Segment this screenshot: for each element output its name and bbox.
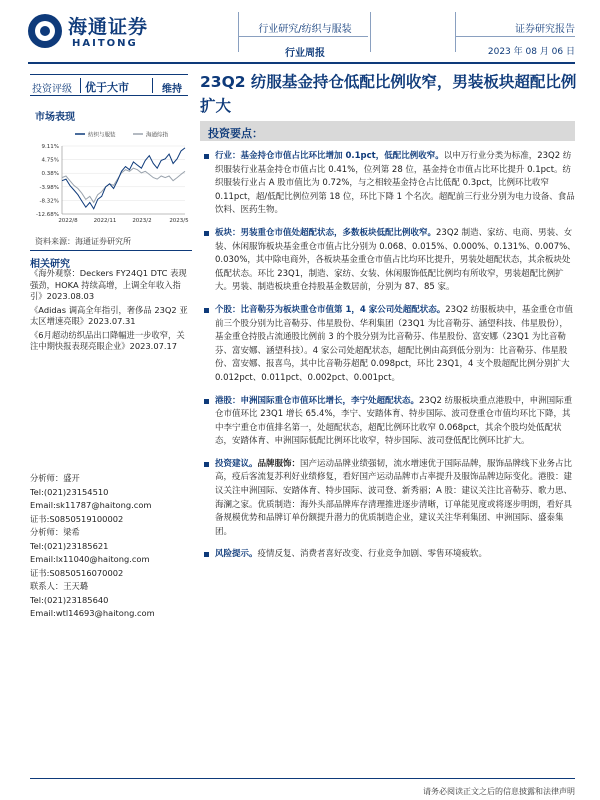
rating-divider bbox=[80, 78, 81, 93]
legend-label: 纺织与服装 bbox=[88, 132, 116, 139]
bullet-icon bbox=[204, 154, 209, 159]
analyst-name: 分析师：梁希 bbox=[30, 527, 80, 537]
key-point-body: 23Q2 纺服板块重点港股中，申洲国际重仓市值环比 23Q1 增长 65.4%，李宁、安踏体育、特步国际、波司登重仓市值均环比下降，其中李宁重仓市值排名第一，处超配状态，超配比例环比收窄 0.068pct，其余个股均处低配状态，安踏体育、申洲国际低配比例环比收窄，特步国际、波司登低配比例环比扩大。 bbox=[215, 395, 573, 447]
analyst-name: 分析师：盛开 bbox=[30, 473, 80, 483]
y-tick-label: 9.11% bbox=[41, 144, 59, 150]
chart-source: 资料来源：海通证券研究所 bbox=[35, 237, 131, 246]
report-date: 2023 年 08 月 06 日 bbox=[487, 47, 575, 57]
key-point-lead: 个股：比音勒芬为板块重仓市值第 1，4 家公司处超配状态。 bbox=[215, 304, 446, 315]
analyst-certificate: 证书:S0850519100002 bbox=[30, 513, 124, 524]
header-divider bbox=[455, 12, 456, 52]
header-divider bbox=[238, 12, 239, 52]
key-point-item bbox=[204, 227, 576, 295]
key-point-subhead: 品牌服饰： bbox=[257, 458, 301, 469]
key-points-list bbox=[204, 150, 576, 571]
series-line bbox=[62, 148, 185, 209]
related-research-item[interactable]: 《Adidas 调高全年指引，奢侈品 23Q2 亚太区增速亮眼》2023.07.31 bbox=[30, 304, 188, 326]
market-section-title: 市场表现 bbox=[35, 112, 75, 123]
key-point-body: 23Q2 纺服板块中，基金重仓市值前三个股分别为比音勒芬、伟星股份、华利集团（23Q1 为比音勒芬、涵望科技、伟星股份），基金重仓持股占流通股比例前 3 的个股分别为比音勒芬、伟星股份、富安娜（23Q1 为比音勒芬、富安娜、涵望科技）。4 家公司处超配状态，超配比例由高到低分别为：比音勒芬、伟星股份、富安娜、报喜鸟，其中比音勒芬超配 0.098pct，环比 23Q1，4 支个股超配比例分别扩大 0.012pct、0.011pct、0.002pct、0.001pct。 bbox=[215, 304, 573, 383]
report-title: 23Q2 纺服基金持仓低配比例收窄，男装板块超配比例扩大 bbox=[200, 73, 577, 115]
key-point-lead: 风险提示。 bbox=[215, 549, 258, 560]
key-point-body: 23Q2 制造、家纺、电商、男装、女装、休闲服饰板块基金重仓市值占比分别为 0.068、0.015%、0.000%、0.131%、0.007%、0.030%，其中除电商外，各板块基金重仓市值占比均环比提升，男装处超配状态，其余板块处低配状态。环比 23Q1，制造、家纺、女装、休闲服饰低配比例均有所收窄，男装超配比例扩大。男装、制造板块重仓持股基金数居前，分别为 87、85 家。 bbox=[215, 227, 576, 293]
rating-divider bbox=[152, 78, 153, 93]
analyst-email[interactable]: Email:lx11040@haitong.com bbox=[30, 554, 150, 564]
footer-rule bbox=[30, 778, 575, 779]
y-tick-label: -12.68% bbox=[36, 212, 59, 218]
bullet-icon bbox=[204, 308, 209, 313]
logo-english-text: HAITONG bbox=[72, 38, 138, 49]
logo-chinese-text: 海通证券 bbox=[68, 16, 149, 38]
key-point-lead: 港股：申洲国际重仓市值环比增长，李宁处超配状态。 bbox=[215, 395, 420, 406]
key-point-item bbox=[204, 304, 576, 386]
haitong-emblem-icon bbox=[28, 14, 62, 48]
analyst-tel: Tel:(021)23154510 bbox=[30, 486, 109, 497]
related-research-item[interactable]: 《6月超动纺织品出口降幅进一步收窄，关注中期快报表现亮眼企业》2023.07.17 bbox=[30, 329, 185, 351]
header-divider bbox=[370, 12, 371, 52]
contact-email[interactable]: Email:wtl14693@haitong.com bbox=[30, 608, 155, 618]
x-tick-label: 2022/11 bbox=[93, 218, 117, 224]
market-performance-chart-svg bbox=[30, 126, 190, 230]
key-point-body: 疫情反复、消费者喜好改变、行业竞争加剧、零售环境疲软。 bbox=[257, 549, 488, 560]
key-point-lead: 行业：基金持仓市值占比环比增加 0.1pct，低配比例收窄。 bbox=[215, 151, 444, 161]
key-point-body: 以申万行业分类为标准，23Q2 纺织服装行业基金持仓市值占比 0.41%，位列第 28 位，基金持仓市值占比环比提升 0.1pct。纺织服装行业占 A 股市值比为 0.72%，与之相较基金持仓占比低配 0.3pct，比例环比收窄 0.11pct，超/低配比例位列第 18 位，环比下降 1 个名次。超配前三行业分别为电力设备、食品饮料、医药生物。 bbox=[215, 151, 575, 216]
key-point-lead: 板块：男装重仓市值处超配状态，多数板块低配比例收窄。 bbox=[215, 227, 437, 238]
x-tick-label: 2023/2 bbox=[132, 218, 152, 224]
bullet-icon bbox=[204, 462, 209, 467]
rating-label: 投资评级 bbox=[32, 84, 72, 95]
analyst-certificate: 证书:S0850516070002 bbox=[30, 567, 124, 578]
related-research-list bbox=[30, 268, 192, 355]
y-tick-label: 4.75% bbox=[41, 157, 59, 164]
analyst-contacts bbox=[30, 472, 192, 621]
header-bottom-rule bbox=[28, 62, 575, 64]
y-tick-label: -8.32% bbox=[39, 198, 59, 205]
bullet-icon bbox=[204, 399, 209, 404]
key-points-title: 投资要点： bbox=[208, 127, 263, 140]
header-brand-block bbox=[470, 20, 575, 57]
y-tick-label: 0.38% bbox=[41, 171, 59, 178]
report-header bbox=[0, 0, 600, 62]
report-type: 行业周报 bbox=[285, 48, 325, 59]
contact-tel: Tel:(021)23185640 bbox=[30, 594, 109, 605]
report-category: 行业研究/纺织与服装 bbox=[258, 24, 352, 35]
x-tick-label: 2023/5 bbox=[169, 218, 189, 224]
key-point-item bbox=[204, 458, 576, 540]
analyst-email[interactable]: Email:sk11787@haitong.com bbox=[30, 500, 152, 510]
report-brand: 证券研究报告 bbox=[515, 24, 575, 35]
related-section-title: 相关研究 bbox=[30, 259, 70, 270]
key-point-item bbox=[204, 548, 576, 562]
investment-rating bbox=[30, 74, 188, 96]
disclaimer-footer: 请务必阅读正文之后的信息披露和法律声明 bbox=[423, 787, 575, 796]
rating-value: 优于大市 bbox=[85, 81, 129, 94]
analyst-tel: Tel:(021)23185621 bbox=[30, 540, 109, 551]
bullet-icon bbox=[204, 552, 209, 557]
bullet-icon bbox=[204, 231, 209, 236]
haitong-logo bbox=[28, 12, 168, 52]
related-research-item[interactable]: 《海外观察：Deckers FY24Q1 DTC 表现强劲，HOKA 持续高增，上调全年收入指引》2023.08.03 bbox=[30, 268, 187, 301]
key-point-lead: 投资建议。 bbox=[215, 458, 258, 469]
key-point-body: 国产运动品牌业绩强韧，流水增速优于国际品牌，服饰品牌线下业务占比高，疫后客流复苏利好业绩修复，看好国产运动品牌市占率提升及服饰品牌边际变化。港股：建议关注申洲国际、安踏体育、特步国际、波司登、新秀丽；A 股：建议关注比音勒芬、歌力思、海澜之家。优质制造：海外头部品牌库存清理推进逐步清晰，订单能见度或将逐步明朗，看好具备规模优势和品牌订单份额提升潜力的优质制造企业，建议关注华利集团、申洲国际、盛泰集团。 bbox=[215, 458, 573, 537]
rating-action: 维持 bbox=[162, 84, 182, 95]
section-rule bbox=[30, 250, 192, 251]
key-point-item bbox=[204, 150, 576, 218]
key-points-header bbox=[200, 121, 575, 141]
header-category-block bbox=[250, 20, 360, 59]
key-point-item bbox=[204, 395, 576, 449]
legend-label: 海通综指 bbox=[146, 132, 169, 139]
x-tick-label: 2022/8 bbox=[58, 218, 78, 224]
contact-name: 联系人：王天璐 bbox=[30, 581, 89, 591]
market-performance-chart bbox=[30, 126, 190, 230]
y-tick-label: -3.98% bbox=[39, 184, 59, 191]
